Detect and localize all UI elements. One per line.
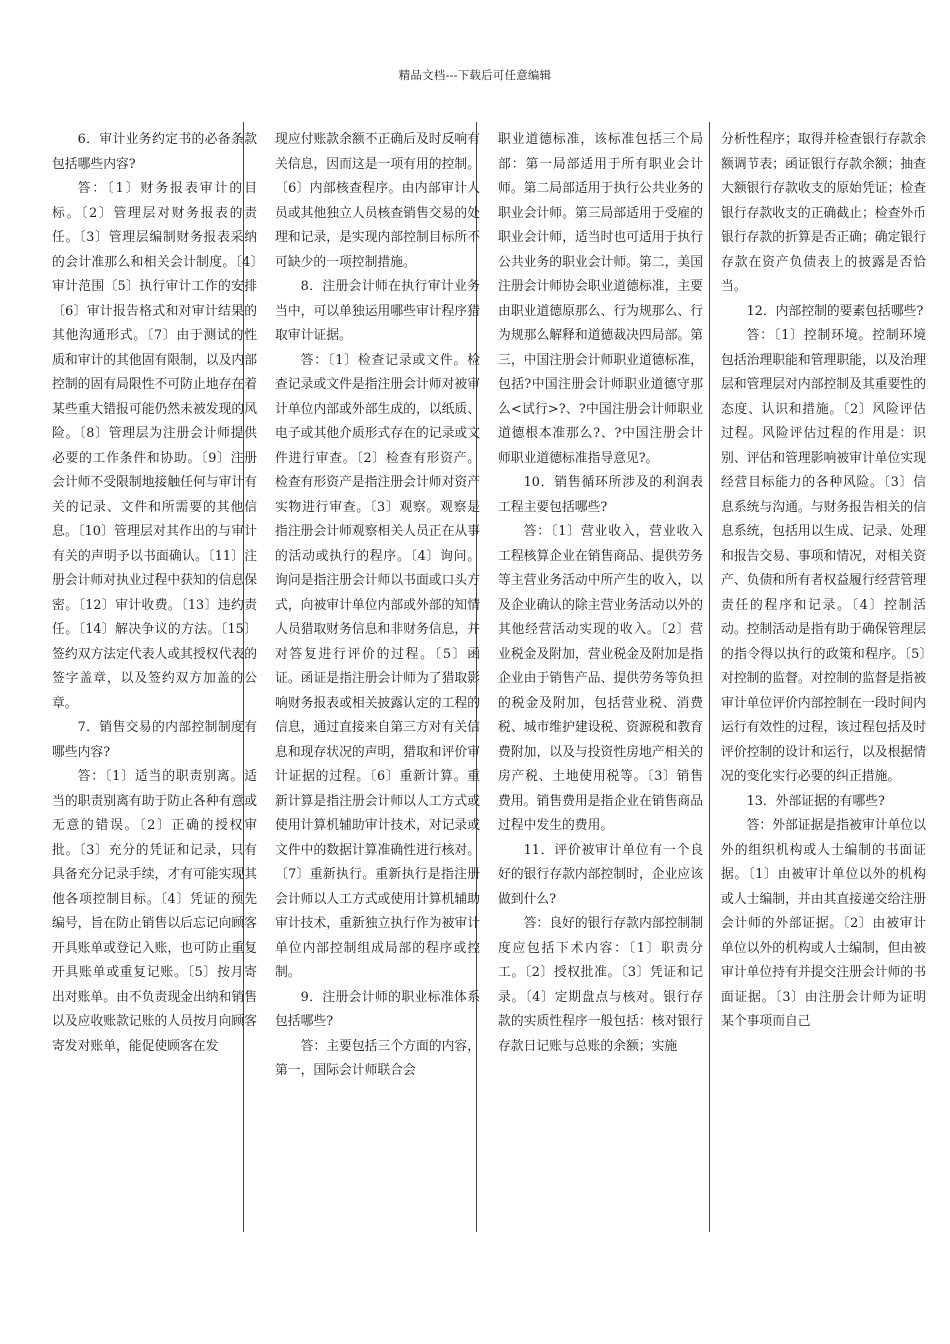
page-header: 精品文档---下载后可任意编辑 (398, 68, 552, 82)
paragraph: 答：〔1〕营业收入，营业收入工程核算企业在销售商品、提供劳务等主营业务活动中所产生的收入，以及企业确认的除主营业务活动以外的其他经营活动实现的收入。〔2〕营业税金及附加，营业税金及附加是指企业由于销售产品、提供劳务等负担的税金及附加，包括营业税、消费税、城市维护建设税、资源税和教育费附加，以及与投资性房地产相关的房产税、土地使用税等。〔3〕销售费用。销售费用是指企业在销售商品过程中发生的费用。 (498, 524, 703, 833)
paragraph: 分析性程序；取得并检查银行存款余额调节表；函证银行存款余额；抽查大额银行存款收支的原始凭证；检查银行存款收支的正确截止；检查外币银行存款的折算是否正确；确定银行存款在资产负债表上的披露是否恰当。 (721, 132, 926, 294)
paragraph: 13．外部证据的有哪些? (746, 793, 885, 809)
paragraph: 9．注册会计师的职业标准体系包括哪些? (275, 989, 480, 1029)
column-2 (275, 128, 480, 1223)
text-columns (52, 128, 926, 1223)
paragraph: 现应付账款余额不正确后及时反响有关信息，因而这是一项有用的控制。〔6〕内部核查程序。由内部审计人员或其他独立人员核查销售交易的处理和记录，是实现内部控制目标所不可缺少的一项控制措施。 (275, 132, 480, 270)
paragraph: 答：外部证据是指被审计单位以外的组织机构或人士编制的书面证据。〔1〕由被审计单位以外的机构或人士编制，并由其直接递交给注册会计师的外部证据。〔2〕由被审计单位以外的机构或人士编制，但由被审计单位持有并提交注册会计师的书面证据。〔3〕由注册会计师为证明某个事项而自己 (721, 818, 926, 1029)
paragraph: 答：〔1〕控制环境。控制环境包括治理职能和管理职能，以及治理层和管理层对内部控制及其重要性的态度、认识和措施。〔2〕风险评估过程。风险评估过程的作用是：识别、评估和管理影响被审计单位实现经营目标能力的各种风险。〔3〕信息系统与沟通。与财务报告相关的信息系统，包括用以生成、记录、处理和报告交易、事项和情况，对相关资产、负债和所有者权益履行经营管理责任的程序和记录。〔4〕控制活动。控制活动是指有助于确保管理层的指令得以执行的政策和程序。〔5〕对控制的监督。对控制的监督是指被审计单位评价内部控制在一段时间内运行有效性的过程，该过程包括及时评价控制的设计和运行，以及根据情况的变化实行必要的纠正措施。 (721, 328, 926, 784)
paragraph: 答：〔1〕检查记录或文件。检查记录或文件是指注册会计师对被审计单位内部或外部生成的，以纸质、电子或其他介质形式存在的记录或文件进行审查。〔2〕检查有形资产。检查有形资产是指注册会计师对资产实物进行审查。〔3〕观察。观察是指注册会计师观察相关人员正在从事的活动或执行的程序。〔4〕询问。询问是指注册会计师以书面或口头方式，向被审计单位内部或外部的知情人员猎取财务信息和非财务信息，并对答复进行评价的过程。〔5〕函证。函证是指注册会计师为了猎取影响财务报表或相关披露认定的工程的信息，通过直接来自第三方对有关信息和现存状况的声明，猎取和评价审计证据的过程。〔6〕重新计算。重新计算是指注册会计师以人工方式或使用计算机辅助审计技术，对记录或文件中的数据计算准确性进行核对。〔7〕重新执行。重新执行是指注册会计师以人工方式或使用计算机辅助审计技术，重新独立执行作为被审计单位内部控制组成局部的程序或控制。 (275, 352, 480, 980)
paragraph: 8．注册会计师在执行审计业务当中，可以单独运用哪些审计程序猎取审计证据。 (275, 279, 480, 343)
column-3 (498, 128, 703, 1223)
paragraph: 答：主要包括三个方面的内容，第一，国际会计师联合会 (275, 1038, 480, 1078)
paragraph: 答：良好的银行存款内部控制制度应包括下术内容：〔1〕职责分工。〔2〕授权批准。〔3〕凭证和记录。〔4〕定期盘点与核对。银行存款的实质性程序一般包括：核对银行存款日记账与总账的余额；实施 (498, 916, 703, 1054)
paragraph: 职业道德标准，该标准包括三个局部：第一局部适用于所有职业会计师。第二局部适用于执行公共业务的职业会计师。第三局部适用于受雇的职业会计师，适当时也可适用于执行公共业务的职业会计师。第二，美国注册会计师协会职业道德标准，主要由职业道德原那么、行为规那么、行为规那么解释和道德裁决四局部。第三，中国注册会计师职业道德标准，包括?中国注册会计师职业道德守那么<试行>?、?中国注册会计师职业道德根本准那么?、?中国注册会计师职业道德标准指导意见?。 (498, 132, 703, 466)
paragraph: 11．评价被审计单位有一个良好的银行存款内部控制时，企业应该做到什么? (498, 842, 703, 907)
paragraph: 答：〔1〕适当的职责别离。适当的职责别离有助于防止各种有意或无意的错误。〔2〕正确的授权审批。〔3〕充分的凭证和记录，只有具备充分记录手续，才有可能实现其他各项控制目标。〔4〕凭证的预先编号，旨在防止销售以后忘记向顾客开具账单或登记入账，也可防止重复开具账单或重复记账。〔5〕按月寄出对账单。由不负责现金出纳和销售以及应收账款记账的人员按月向顾客寄发对账单，能促使顾客在发 (52, 769, 257, 1054)
column-4 (721, 128, 926, 1223)
paragraph: 答：〔1〕财务报表审计的目标。〔2〕管理层对财务报表的责任。〔3〕管理层编制财务报表采纳的会计准那么和相关会计制度。〔4〕审计范围〔5〕执行审计工作的安排〔6〕审计报告格式和对审计结果的其他沟通形式。〔7〕由于测试的性质和审计的其他固有限制，以及内部控制的固有局限性不可防止地存在着某些重大错报可能仍然未被发现的风险。〔8〕管理层为注册会计师提供必要的工作条件和协助。〔9〕注册会计师不受限制地接触任何与审计有关的记录、文件和所需要的其他信息。〔10〕管理层对其作出的与审计有关的声明予以书面确认。〔11〕注册会计师对执业过程中获知的信息保密。〔12〕审计收费。〔13〕违约责任。〔14〕解决争议的方法。〔15〕签约双方法定代表人或其授权代表的签字盖章，以及签约双方加盖的公章。 (52, 181, 257, 711)
paragraph: 6．审计业务约定书的必备条款包括哪些内容? (52, 132, 257, 172)
paragraph: 10．销售循环所涉及的利润表工程主要包括哪些? (498, 475, 703, 515)
column-1 (52, 128, 257, 1223)
paragraph: 12．内部控制的要素包括哪些? (746, 303, 924, 319)
paragraph: 7．销售交易的内部控制制度有哪些内容? (52, 720, 257, 760)
